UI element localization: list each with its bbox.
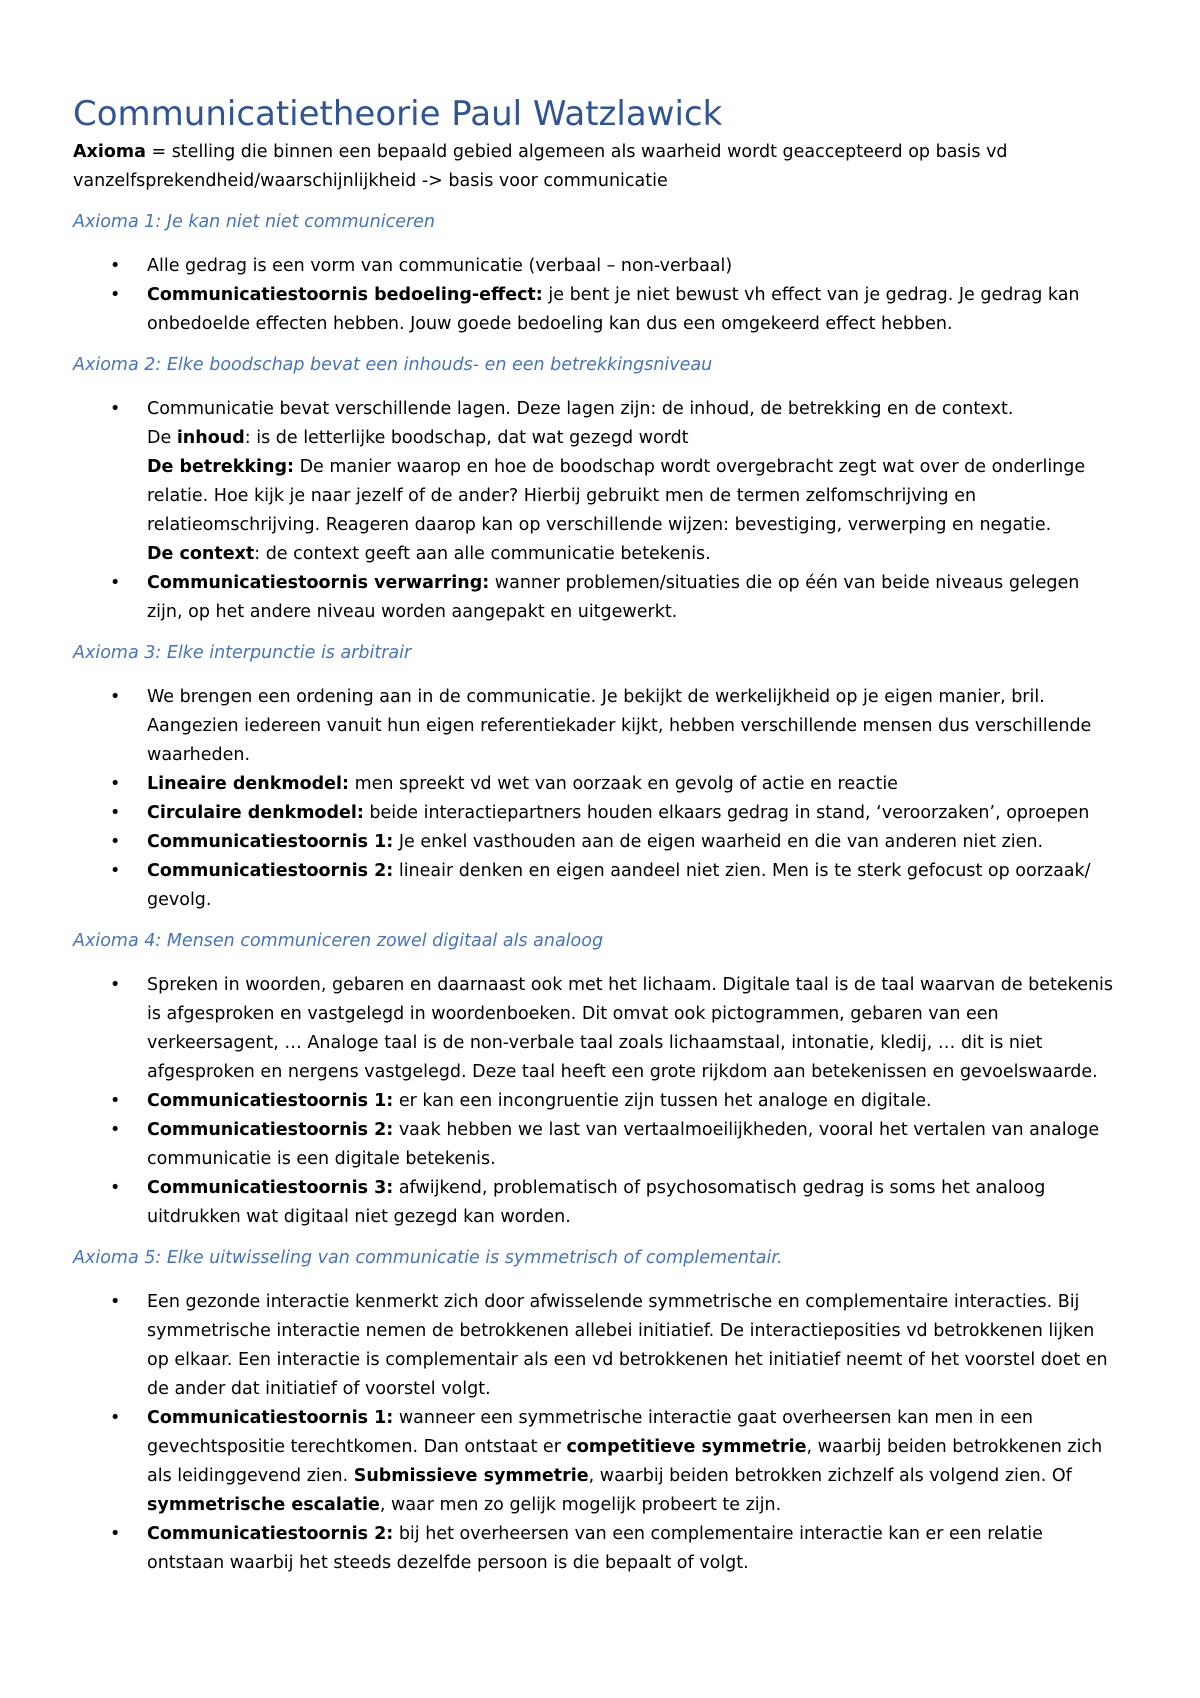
text-run: : is de letterlijke boodschap, dat wat gezegd wordt [244, 428, 689, 448]
bullet-icon: • [110, 774, 121, 794]
bold-term: Communicatiestoornis 3: [147, 1178, 394, 1198]
bold-term: Communicatiestoornis 2: [147, 1524, 394, 1544]
bullet-icon: • [110, 832, 121, 852]
list-item [73, 281, 1120, 339]
bullet-line [147, 424, 1120, 453]
bullet-line [147, 540, 1120, 569]
bullet-icon: • [110, 861, 121, 881]
bullet-line [147, 1288, 1120, 1404]
bullet-icon: • [110, 1178, 121, 1198]
text-run: De [147, 428, 177, 448]
bullet-line [147, 770, 1120, 799]
bold-term: inhoud [176, 428, 245, 448]
text-run: Je enkel vasthouden aan de eigen waarheid en die van anderen niet zien. [393, 832, 1044, 852]
bold-term: Communicatiestoornis verwarring: [147, 573, 490, 593]
list-item [73, 770, 1120, 799]
bold-term: Communicatiestoornis bedoeling-effect: [147, 285, 543, 305]
list-item [73, 683, 1120, 770]
bold-term: Submissieve symmetrie [353, 1466, 589, 1486]
axiom-heading-5: Axioma 5: Elke uitwisseling van communicatie is symmetrisch of complementair. [73, 1248, 783, 1268]
list-item [73, 395, 1120, 569]
list-item [73, 1116, 1120, 1174]
bullet-line [147, 1087, 1120, 1116]
bold-term: competitieve symmetrie [566, 1437, 807, 1457]
bold-term: Communicatiestoornis 1: [147, 1091, 394, 1111]
bullet-icon: • [110, 1120, 121, 1140]
bullet-line [147, 569, 1120, 627]
axiom-heading-2: Axioma 2: Elke boodschap bevat een inhouds- en een betrekkingsniveau [73, 355, 713, 375]
bullet-icon: • [110, 803, 121, 823]
axiom-heading-4: Axioma 4: Mensen communiceren zowel digitaal als analoog [73, 931, 604, 951]
text-run: Een gezonde interactie kenmerkt zich door afwisselende symmetrische en complementaire interacties. Bij symmetrische interactie nemen de betrokkenen allebei initiatief. De interactieposities vd betrokkenen lijken op elkaar. Een interactie is complementair als een vd betrokkenen het initiatief neemt of het voorstel doet en de ander dat initiatief of voorstel volgt. [147, 1292, 1108, 1399]
bold-term: Communicatiestoornis 2: [147, 861, 394, 881]
bold-term: Communicatiestoornis 1: [147, 1408, 394, 1428]
bullet-line [147, 252, 1120, 281]
bullet-icon: • [110, 1292, 121, 1312]
bullet-line [147, 453, 1120, 540]
intro-text: = stelling die binnen een bepaald gebied algemeen als waarheid wordt geaccepteerd op basis vd vanzelfsprekendheid/waarschijnlijkheid -> basis voor communicatie [73, 142, 1008, 191]
bullet-icon: • [110, 687, 121, 707]
text-run: Communicatie bevat verschillende lagen. Deze lagen zijn: de inhoud, de betrekking en de context. [147, 399, 1014, 419]
bullet-icon: • [110, 1524, 121, 1544]
bold-term: De betrekking: [147, 457, 295, 477]
text-run: Alle gedrag is een vorm van communicatie (verbaal – non-verbaal) [147, 256, 733, 276]
bullet-line [147, 1520, 1120, 1578]
bold-term: Communicatiestoornis 2: [147, 1120, 394, 1140]
bullet-line [147, 828, 1120, 857]
list-item [73, 1087, 1120, 1116]
bullet-line [147, 395, 1120, 424]
list-item [73, 1288, 1120, 1404]
bullet-line [147, 281, 1120, 339]
bold-term: symmetrische escalatie [147, 1495, 380, 1515]
text-run: lineair denken en eigen aandeel niet zien. Men is te sterk gefocust op oorzaak/ gevolg. [147, 861, 1091, 910]
document-title: Communicatietheorie Paul Watzlawick [73, 94, 723, 134]
bold-term: Lineaire denkmodel: [147, 774, 350, 794]
list-item [73, 569, 1120, 627]
bullet-line [147, 1174, 1120, 1232]
bullet-icon: • [110, 1091, 121, 1111]
text-run: , waar men zo gelijk mogelijk probeert te zijn. [379, 1495, 782, 1515]
bold-term: Circulaire denkmodel: [147, 803, 364, 823]
bullet-icon: • [110, 1408, 121, 1428]
axiom-sections [73, 208, 1120, 1578]
text-run: : de context geeft aan alle communicatie betekenis. [254, 544, 711, 564]
text-run: vaak hebben we last van vertaalmoeilijkheden, vooral het vertalen van analoge communicatie is een digitale betekenis. [147, 1120, 1100, 1169]
list-item [73, 799, 1120, 828]
bullet-line [147, 1116, 1120, 1174]
bullet-list [73, 971, 1120, 1232]
bullet-icon: • [110, 285, 121, 305]
axiom-heading-1: Axioma 1: Je kan niet niet communiceren [73, 212, 436, 232]
text-run: afwijkend, problematisch of psychosomatisch gedrag is soms het analoog uitdrukken wat digitaal niet gezegd kan worden. [147, 1178, 1046, 1227]
bullet-list [73, 683, 1120, 915]
text-run: Spreken in woorden, gebaren en daarnaast ook met het lichaam. Digitale taal is de taal waarvan de betekenis is afgesproken en vastgelegd in woordenboeken. Dit omvat ook pictogrammen, gebaren van een verkeersagent, … Analoge taal is de non-verbale taal zoals lichaamstaal, intonatie, kledij, … dit is niet afgesproken en nergens vastgelegd. Deze taal heeft een grote rijkdom aan betekenissen en gevoelswaarde. [147, 975, 1114, 1082]
bold-term: Communicatiestoornis 1: [147, 832, 394, 852]
list-item [73, 857, 1120, 915]
bullet-line [147, 971, 1120, 1087]
bullet-list [73, 1288, 1120, 1578]
bullet-line [147, 799, 1120, 828]
list-item [73, 252, 1120, 281]
list-item [73, 1520, 1120, 1578]
bold-term: De context [147, 544, 255, 564]
bullet-icon: • [110, 573, 121, 593]
list-item [73, 828, 1120, 857]
text-run: De manier waarop en hoe de boodschap wordt overgebracht zegt wat over de onderlinge relatie. Hoe kijk je naar jezelf of de ander? Hierbij gebruikt men de termen zelfomschrijving en relatieomschrijving. Reageren daarop kan op verschillende wijzen: bevestiging, verwerping en negatie. [147, 457, 1086, 535]
bullet-line [147, 857, 1120, 915]
bullet-icon: • [110, 399, 121, 419]
text-run: wanneer een symmetrische interactie gaat overheersen kan men in een gevechtspositie terechtkomen. Dan ontstaat er [147, 1408, 1033, 1457]
list-item [73, 1174, 1120, 1232]
list-item [73, 971, 1120, 1087]
text-run: beide interactiepartners houden elkaars gedrag in stand, ‘veroorzaken’, oproepen [363, 803, 1090, 823]
intro-definition [73, 138, 1120, 196]
intro-term: Axioma [73, 142, 146, 162]
text-run: je bent je niet bewust vh effect van je gedrag. Je gedrag kan onbedoelde effecten hebben. Jouw goede bedoeling kan dus een omgekeerd effect hebben. [147, 285, 1080, 334]
bullet-line [147, 1404, 1120, 1520]
text-run: , waarbij beiden betrokken zichzelf als volgend zien. Of [588, 1466, 1072, 1486]
text-run: , waarbij beiden betrokkenen zich als leidinggevend zien. [147, 1437, 1103, 1486]
text-run: er kan een incongruentie zijn tussen het analoge en digitale. [393, 1091, 932, 1111]
bullet-line [147, 683, 1120, 770]
axiom-heading-3: Axioma 3: Elke interpunctie is arbitrair [73, 643, 412, 663]
text-run: wanner problemen/situaties die op één van beide niveaus gelegen zijn, op het andere niveau worden aangepakt en uitgewerkt. [147, 573, 1080, 622]
text-run: men spreekt vd wet van oorzaak en gevolg of actie en reactie [349, 774, 898, 794]
text-run: bij het overheersen van een complementaire interactie kan er een relatie ontstaan waarbij het steeds dezelfde persoon is die bepaalt of volgt. [147, 1524, 1043, 1573]
bullet-list [73, 395, 1120, 627]
text-run: We brengen een ordening aan in de communicatie. Je bekijkt de werkelijkheid op je eigen manier, bril. Aangezien iedereen vanuit hun eigen referentiekader kijkt, hebben verschillende mensen dus verschillende waarheden. [147, 687, 1092, 765]
list-item [73, 1404, 1120, 1520]
bullet-list [73, 252, 1120, 339]
bullet-icon: • [110, 975, 121, 995]
bullet-icon: • [110, 256, 121, 276]
